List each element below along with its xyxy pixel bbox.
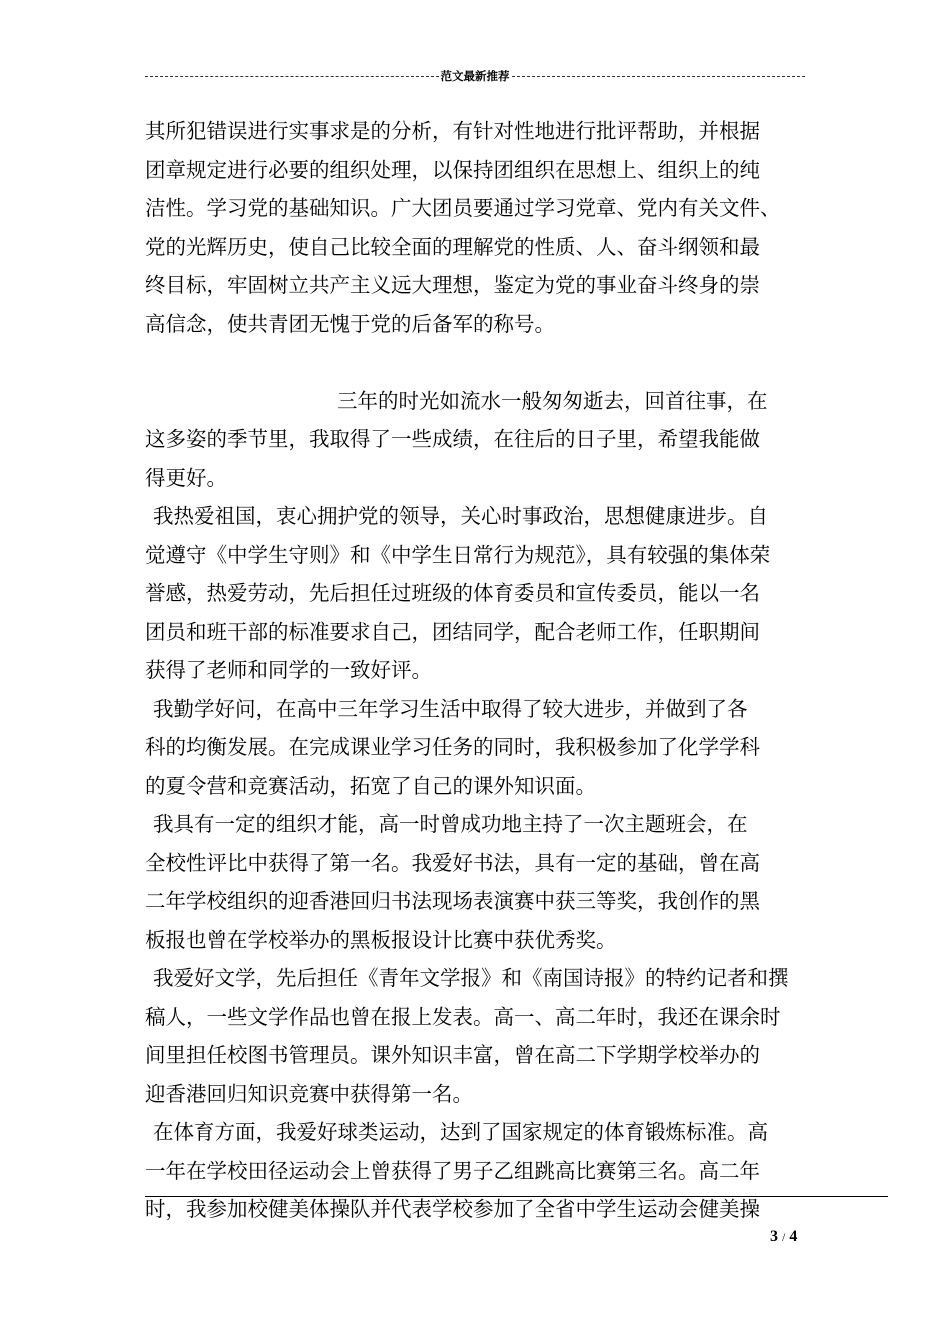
text-line: 的夏令营和竞赛活动，拓宽了自己的课外知识面。: [145, 773, 596, 798]
text-line: 我爱好文学，先后担任《青年文学报》和《南国诗报》的特约记者和撰: [153, 966, 789, 990]
text-line: 誉感，热爱劳动，先后担任过班级的体育委员和宣传委员，能以一名: [145, 581, 760, 605]
text-line: 我具有一定的组织才能，高一时曾成功地主持了一次主题班会，在: [153, 812, 748, 836]
header-title: 范文最新推荐: [440, 69, 510, 83]
header-dash-right: [512, 76, 806, 77]
page-separator: /: [782, 1230, 786, 1244]
text-line: 得更好。: [145, 465, 227, 490]
text-line: 高信念，使共青团无愧于党的后备军的称号。: [145, 311, 555, 336]
text-line: 迎香港回归知识竞赛中获得第一名。: [145, 1081, 473, 1106]
text-line: 党的光辉历史，使自己比较全面的理解党的性质、人、奋斗纲领和最: [145, 234, 760, 259]
page-total: 4: [789, 1228, 798, 1245]
blank-line: [145, 343, 810, 382]
text-line: 三年的时光如流水一般匆匆逝去，回首往事，在: [337, 388, 768, 413]
text-line: 觉遵守《中学生守则》和《中学生日常行为规范》，具有较强的集体荣: [145, 542, 771, 567]
footer-rule: [145, 1196, 888, 1197]
text-line: 其所犯错误进行实事求是的分析，有针对性地进行批评帮助，并根据: [145, 119, 760, 143]
text-line: 我热爱祖国，衷心拥护党的领导，关心时事政治，思想健康进步。自: [153, 504, 768, 528]
text-line: 间里担任校图书管理员。课外知识丰富，曾在高二下学期学校举办的: [145, 1043, 760, 1067]
text-line: 板报也曾在学校举办的黑板报设计比赛中获优秀奖。: [145, 927, 617, 952]
text-line: 终目标，牢固树立共产主义远大理想，鉴定为党的事业奋斗终身的崇: [145, 273, 760, 297]
text-line: 科的均衡发展。在完成课业学习任务的同时，我积极参加了化学学科: [145, 735, 760, 759]
text-line: 我勤学好问，在高中三年学习生活中取得了较大进步，并做到了各: [153, 696, 748, 721]
text-line: 在体育方面，我爱好球类运动，达到了国家规定的体育锻炼标准。高: [153, 1120, 768, 1144]
text-line: 稿人，一些文学作品也曾在报上发表。高一、高二年时，我还在课余时: [145, 1004, 781, 1029]
text-line: 全校性评比中获得了第一名。我爱好书法，具有一定的基础，曾在高: [145, 850, 760, 875]
text-line: 一年在学校田径运动会上曾获得了男子乙组跳高比赛第三名。高二年: [145, 1158, 760, 1183]
text-line: 这多姿的季节里，我取得了一些成绩，在往后的日子里，希望我能做: [145, 427, 760, 451]
text-line: 二年学校组织的迎香港回归书法现场表演赛中获三等奖，我创作的黑: [145, 889, 760, 913]
text-line: 获得了老师和同学的一致好评。: [145, 658, 432, 682]
header-dash-left: [145, 76, 439, 77]
text-line: 时，我参加校健美体操队并代表学校参加了全省中学生运动会健美操: [145, 1197, 760, 1221]
text-line: 洁性。学习党的基础知识。广大团员要通过学习党章、党内有关文件、: [145, 196, 781, 220]
text-line: 团员和班干部的标准要求自己，团结同学，配合老师工作，任职期间: [145, 619, 760, 644]
text-line: 团章规定进行必要的组织处理，以保持团组织在思想上、组织上的纯: [145, 157, 760, 182]
page-number: [770, 1228, 797, 1246]
page-header: [145, 66, 805, 86]
document-body: [145, 112, 810, 1229]
page-current: 3: [770, 1228, 778, 1245]
